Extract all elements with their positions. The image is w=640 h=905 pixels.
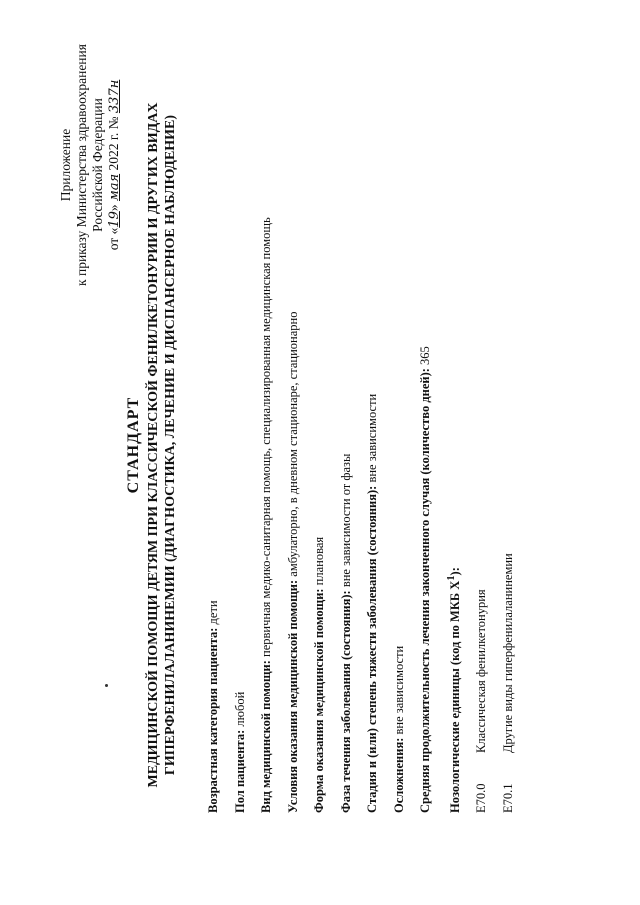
field-treatment-duration	[412, 33, 439, 813]
field-value: амбулаторно, в дневном стационаре, стационарно	[285, 311, 300, 580]
field-label: Условия оказания медицинской помощи:	[285, 579, 300, 813]
field-label: Форма оказания медицинской помощи:	[312, 588, 326, 813]
nosology-row	[468, 33, 495, 813]
date-day: 19	[107, 211, 122, 228]
field-value: первичная медико-санитарная помощь, специализированная медицинская помощь	[259, 217, 273, 661]
date-month: мая	[107, 173, 122, 202]
field-care-conditions	[280, 33, 307, 813]
icd-code: E70.1	[500, 783, 515, 813]
field-value: любой	[232, 691, 247, 730]
scan-dot	[105, 684, 108, 687]
icd-name: Классическая фенилкетонурия	[474, 589, 489, 753]
field-label: Осложнения:	[391, 737, 406, 813]
nosology-row	[495, 33, 522, 813]
standard-title	[125, 45, 179, 845]
field-nosology	[439, 33, 469, 813]
field-value: плановая	[312, 536, 326, 589]
nosology-label	[445, 567, 462, 813]
appendix-order-ref: к приказу Министерства здравоохранения	[74, 44, 89, 286]
field-age-category	[200, 33, 227, 813]
field-value: дети	[206, 600, 220, 628]
field-label: Фаза течения заболевания (состояния):	[338, 590, 353, 813]
date-prefix: от «	[106, 227, 121, 251]
field-care-type	[253, 33, 280, 813]
field-complications	[386, 33, 413, 813]
appendix-ministry: Российской Федерации	[90, 98, 105, 232]
field-label: Вид медицинской помощи:	[259, 660, 273, 813]
nosology-label-text: Нозологические единицы (код по МКБ X	[447, 580, 462, 813]
field-label: Возрастная категория пациента:	[206, 627, 220, 813]
nosology-footnote-mark: 1	[445, 575, 457, 581]
appendix-heading: Приложение	[58, 128, 73, 202]
field-value: вне зависимости	[391, 645, 406, 738]
date-year: 2022 г. №	[106, 116, 121, 171]
title-line-2: ГИПЕРФЕНИЛАЛАНИНЕМИИ (ДИАГНОСТИКА, ЛЕЧЕНИЕ И ДИСПАНСЕРНОЕ НАБЛЮДЕНИЕ)	[163, 114, 178, 776]
field-care-form	[306, 33, 333, 813]
field-label: Средняя продолжительность лечения законченного случая (количество дней):	[418, 368, 432, 813]
title-main: СТАНДАРТ	[125, 396, 142, 494]
title-line-1: МЕДИЦИНСКОЙ ПОМОЩИ ДЕТЯМ ПРИ КЛАССИЧЕСКОЙ ФЕНИЛКЕТОНУРИИ И ДРУГИХ ВИДАХ	[146, 102, 161, 788]
date-mid: »	[106, 204, 121, 212]
nosology-label-end: ):	[447, 567, 462, 576]
icd-name: Другие виды гиперфенилаланинемии	[500, 553, 515, 753]
appendix-date-line	[106, 25, 123, 305]
appendix-block	[58, 25, 123, 305]
field-disease-phase	[333, 33, 360, 813]
field-disease-stage	[359, 33, 386, 813]
field-sex	[227, 33, 254, 813]
standard-fields	[200, 33, 521, 813]
field-value: вне зависимости	[365, 393, 379, 486]
field-value: вне зависимости от фазы	[338, 453, 353, 591]
icd-code: E70.0	[474, 783, 489, 813]
order-number: 337н	[107, 79, 122, 114]
field-label: Пол пациента:	[232, 729, 247, 813]
field-label: Стадия и (или) степень тяжести заболевания (состояния):	[365, 485, 379, 813]
field-value: 365	[418, 346, 432, 369]
nosology-codes	[468, 33, 521, 813]
